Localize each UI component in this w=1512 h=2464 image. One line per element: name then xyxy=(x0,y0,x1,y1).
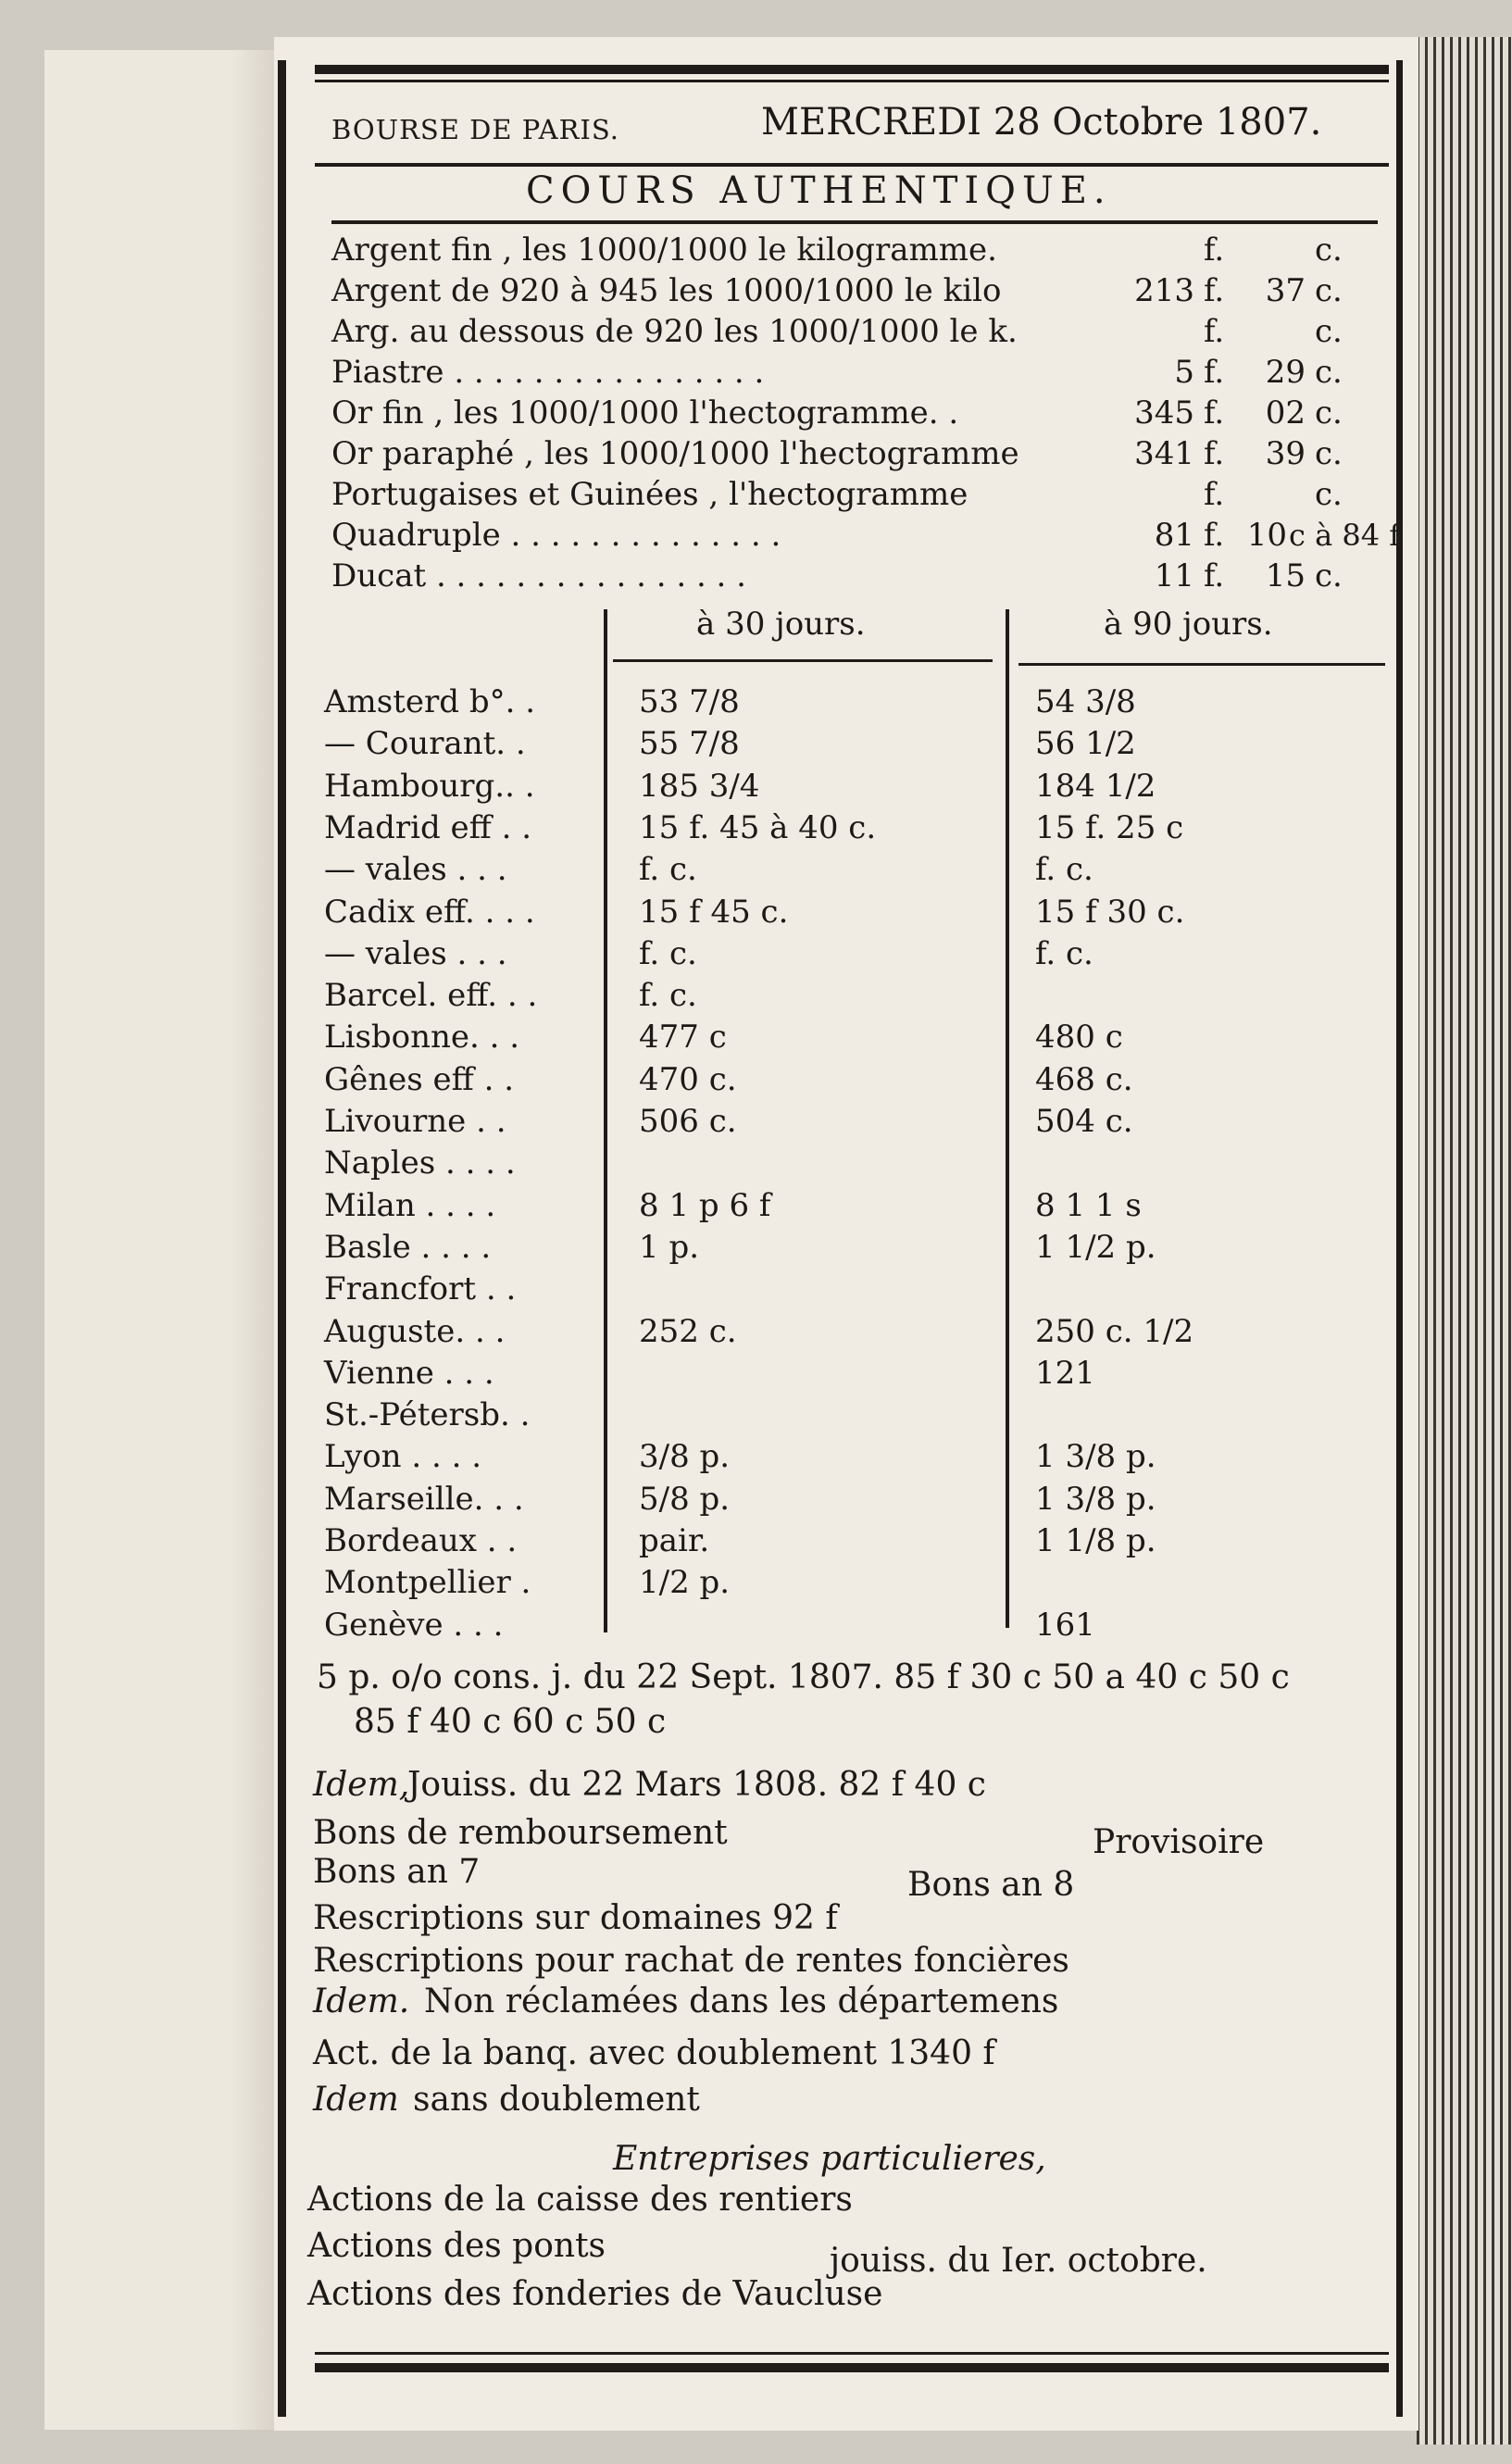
bottom-rule-thick xyxy=(315,2363,1389,2372)
exchange-90-days: 121 xyxy=(1035,1355,1095,1392)
exchange-90-days: 1 1/2 p. xyxy=(1035,1229,1156,1266)
exchange-place: — vales . . . xyxy=(324,851,507,888)
metal-extra: c à 84 f xyxy=(1289,518,1401,553)
exchange-30-days: 8 1 p 6 f xyxy=(639,1187,771,1224)
exchange-30-days: pair. xyxy=(639,1522,710,1559)
idem-label: Idem, xyxy=(313,1766,410,1804)
metal-label: Arg. au dessous de 920 les 1000/1000 le k. xyxy=(331,313,1018,350)
rescriptions-rachat: Rescriptions pour rachat de rentes foncières xyxy=(313,1942,1069,1980)
metal-f-unit: f. xyxy=(1204,517,1225,554)
exchange-90-days: 8 1 1 s xyxy=(1035,1187,1142,1224)
idem3-label: Idem xyxy=(313,2081,399,2119)
metal-c-unit: c. xyxy=(1315,354,1343,391)
exchange-place: Gênes eff . . xyxy=(324,1061,515,1098)
exchange-90-days: 1 1/8 p. xyxy=(1035,1522,1156,1559)
exchange-place: Genève . . . xyxy=(324,1607,504,1644)
metal-c-unit: c. xyxy=(1315,476,1343,513)
exchange-30-days: f. c. xyxy=(639,977,697,1014)
exchange-place: Francfort . . xyxy=(324,1270,517,1307)
exchange-place: Auguste. . . xyxy=(324,1313,506,1350)
exchange-place: — Courant. . xyxy=(324,725,526,762)
metal-c-value: 37 xyxy=(1265,272,1306,309)
metal-f-unit: f. xyxy=(1204,476,1225,513)
exchange-place: Naples . . . . xyxy=(324,1144,516,1182)
metal-f-value: 341 xyxy=(1134,435,1194,472)
exchange-30-days: 53 7/8 xyxy=(639,683,740,720)
exchange-30-days: 477 c xyxy=(639,1019,727,1056)
exchange-90-days: 480 c xyxy=(1035,1019,1123,1056)
metal-f-unit: f. xyxy=(1204,435,1225,472)
bottom-rule-thin xyxy=(315,2352,1389,2355)
metal-label: Or paraphé , les 1000/1000 l'hectogramme xyxy=(331,435,1019,472)
column-rule-30 xyxy=(613,659,993,662)
rescriptions-domaines: Rescriptions sur domaines 92 f xyxy=(313,1899,838,1937)
metal-c-unit: c. xyxy=(1315,272,1343,309)
metal-c-unit: c. xyxy=(1315,231,1343,269)
header-date: MERCREDI 28 Octobre 1807. xyxy=(761,101,1322,144)
bons-an-8: Bons an 8 xyxy=(907,1866,1075,1904)
metal-c-value: 39 xyxy=(1265,435,1306,472)
exchange-place: Milan . . . . xyxy=(324,1187,496,1224)
title-rule xyxy=(331,220,1378,224)
actions-caisse-rentiers: Actions de la caisse des rentiers xyxy=(307,2181,853,2219)
exchange-place: Hambourg.. . xyxy=(324,768,535,805)
metal-f-value: 345 xyxy=(1134,394,1194,432)
bons-remboursement: Bons de remboursement xyxy=(313,1814,728,1852)
exchange-90-days: 56 1/2 xyxy=(1035,725,1136,762)
metal-c-unit: c. xyxy=(1315,435,1343,472)
table-divider-right xyxy=(1006,609,1009,1628)
table-divider-left xyxy=(604,609,607,1632)
metal-f-unit: f. xyxy=(1204,313,1225,350)
rentes-line-1: 5 p. o/o cons. j. du 22 Sept. 1807. 85 f 30 c 50 a 40 c 50 c xyxy=(317,1658,1290,1696)
exchange-place: Lisbonne. . . xyxy=(324,1019,520,1056)
exchange-30-days: f. c. xyxy=(639,851,697,888)
exchange-90-days: 468 c. xyxy=(1035,1061,1133,1098)
section-title: COURS AUTHENTIQUE. xyxy=(526,169,1112,212)
metal-f-value: 81 xyxy=(1154,517,1194,554)
exchange-30-days: 15 f 45 c. xyxy=(639,894,789,931)
exchange-30-days: 506 c. xyxy=(639,1103,737,1140)
exchange-90-days: f. c. xyxy=(1035,935,1093,972)
metal-f-unit: f. xyxy=(1204,231,1225,269)
column-rule-90 xyxy=(1018,663,1385,666)
exchange-place: Barcel. eff. . . xyxy=(324,977,538,1014)
exchange-30-days: 55 7/8 xyxy=(639,725,740,762)
header-rule xyxy=(315,163,1389,167)
metal-label: Piastre . . . . . . . . . . . . . . . . xyxy=(331,354,765,391)
exchange-90-days: 250 c. 1/2 xyxy=(1035,1313,1194,1350)
idem2-label: Idem. xyxy=(313,1982,410,2020)
exchange-90-days: 161 xyxy=(1035,1607,1095,1644)
exchange-90-days: 1 3/8 p. xyxy=(1035,1438,1156,1475)
exchange-place: Amsterd b°. . xyxy=(324,683,536,720)
exchange-30-days: 1 p. xyxy=(639,1229,700,1266)
metal-c-unit: c. xyxy=(1315,557,1343,594)
metal-c-value: 29 xyxy=(1265,354,1306,391)
exchange-30-days: 5/8 p. xyxy=(639,1481,731,1518)
exchange-30-days: 1/2 p. xyxy=(639,1564,731,1601)
exchange-90-days: 184 1/2 xyxy=(1035,768,1156,805)
rentes-line-2: 85 f 40 c 60 c 50 c xyxy=(354,1703,667,1741)
metal-label: Portugaises et Guinées , l'hectogramme xyxy=(331,476,968,513)
exchange-90-days: 15 f. 25 c xyxy=(1035,809,1184,846)
exchange-30-days: 470 c. xyxy=(639,1061,737,1098)
top-rule-thick xyxy=(315,65,1389,74)
metal-c-unit: c. xyxy=(1315,394,1343,432)
metal-f-unit: f. xyxy=(1204,394,1225,432)
jouissance-octobre: jouiss. du Ier. octobre. xyxy=(830,2242,1207,2280)
exchange-place: Cadix eff. . . . xyxy=(324,894,535,931)
exchange-90-days: 54 3/8 xyxy=(1035,683,1136,720)
metal-label: Argent fin , les 1000/1000 le kilogramme. xyxy=(331,231,997,269)
page-gutter xyxy=(231,50,276,2430)
header-left: BOURSE DE PARIS. xyxy=(331,114,619,145)
metal-label: Or fin , les 1000/1000 l'hectogramme. . xyxy=(331,394,959,432)
metal-c-unit: c. xyxy=(1315,313,1343,350)
exchange-place: Basle . . . . xyxy=(324,1229,492,1266)
exchange-place: Vienne . . . xyxy=(324,1355,494,1392)
exchange-30-days: 252 c. xyxy=(639,1313,737,1350)
provisoire: Provisoire xyxy=(1093,1823,1265,1861)
metal-f-value: 5 xyxy=(1174,354,1194,391)
metal-label: Argent de 920 à 945 les 1000/1000 le kilo xyxy=(331,272,1002,309)
metal-f-value: 213 xyxy=(1134,272,1194,309)
exchange-90-days: f. c. xyxy=(1035,851,1093,888)
metal-f-unit: f. xyxy=(1204,272,1225,309)
exchange-place: Marseille. . . xyxy=(324,1481,524,1518)
actions-fonderies: Actions des fonderies de Vaucluse xyxy=(307,2275,883,2313)
exchange-place: St.-Pétersb. . xyxy=(324,1396,531,1433)
metal-label: Ducat . . . . . . . . . . . . . . . . xyxy=(331,557,746,594)
metal-c-value: 02 xyxy=(1265,394,1306,432)
metal-c-value: 15 xyxy=(1265,557,1306,594)
metal-f-value: 11 xyxy=(1154,557,1194,594)
actions-ponts: Actions des ponts xyxy=(307,2227,606,2265)
column-header-30: à 30 jours. xyxy=(696,606,866,643)
exchange-30-days: f. c. xyxy=(639,935,697,972)
exchange-90-days: 1 3/8 p. xyxy=(1035,1481,1156,1518)
exchange-place: Bordeaux . . xyxy=(324,1522,518,1559)
entreprises-title: Entreprises particulieres, xyxy=(613,2140,1046,2178)
idem-text: Jouiss. du 22 Mars 1808. 82 f 40 c xyxy=(407,1766,986,1804)
exchange-place: Montpellier . xyxy=(324,1564,531,1601)
book-page-edges xyxy=(1417,37,1512,2445)
actions-banque: Act. de la banq. avec doublement 1340 f xyxy=(313,2034,995,2072)
idem3-text: sans doublement xyxy=(413,2081,700,2119)
exchange-90-days: 15 f 30 c. xyxy=(1035,894,1185,931)
exchange-30-days: 185 3/4 xyxy=(639,768,760,805)
exchange-place: Madrid eff . . xyxy=(324,809,532,846)
exchange-place: — vales . . . xyxy=(324,935,507,972)
metal-f-unit: f. xyxy=(1204,557,1225,594)
metal-label: Quadruple . . . . . . . . . . . . . . xyxy=(331,517,781,554)
idem2-text: Non réclamées dans les départemens xyxy=(424,1982,1059,2020)
exchange-place: Lyon . . . . xyxy=(324,1438,482,1475)
exchange-90-days: 504 c. xyxy=(1035,1103,1133,1140)
exchange-place: Livourne . . xyxy=(324,1103,506,1140)
top-rule-thin xyxy=(315,80,1389,82)
metal-c-value: 10 xyxy=(1246,517,1287,554)
exchange-30-days: 3/8 p. xyxy=(639,1438,731,1475)
bons-an-7: Bons an 7 xyxy=(313,1853,481,1891)
exchange-30-days: 15 f. 45 à 40 c. xyxy=(639,809,877,846)
column-header-90: à 90 jours. xyxy=(1104,606,1273,643)
metal-f-unit: f. xyxy=(1204,354,1225,391)
